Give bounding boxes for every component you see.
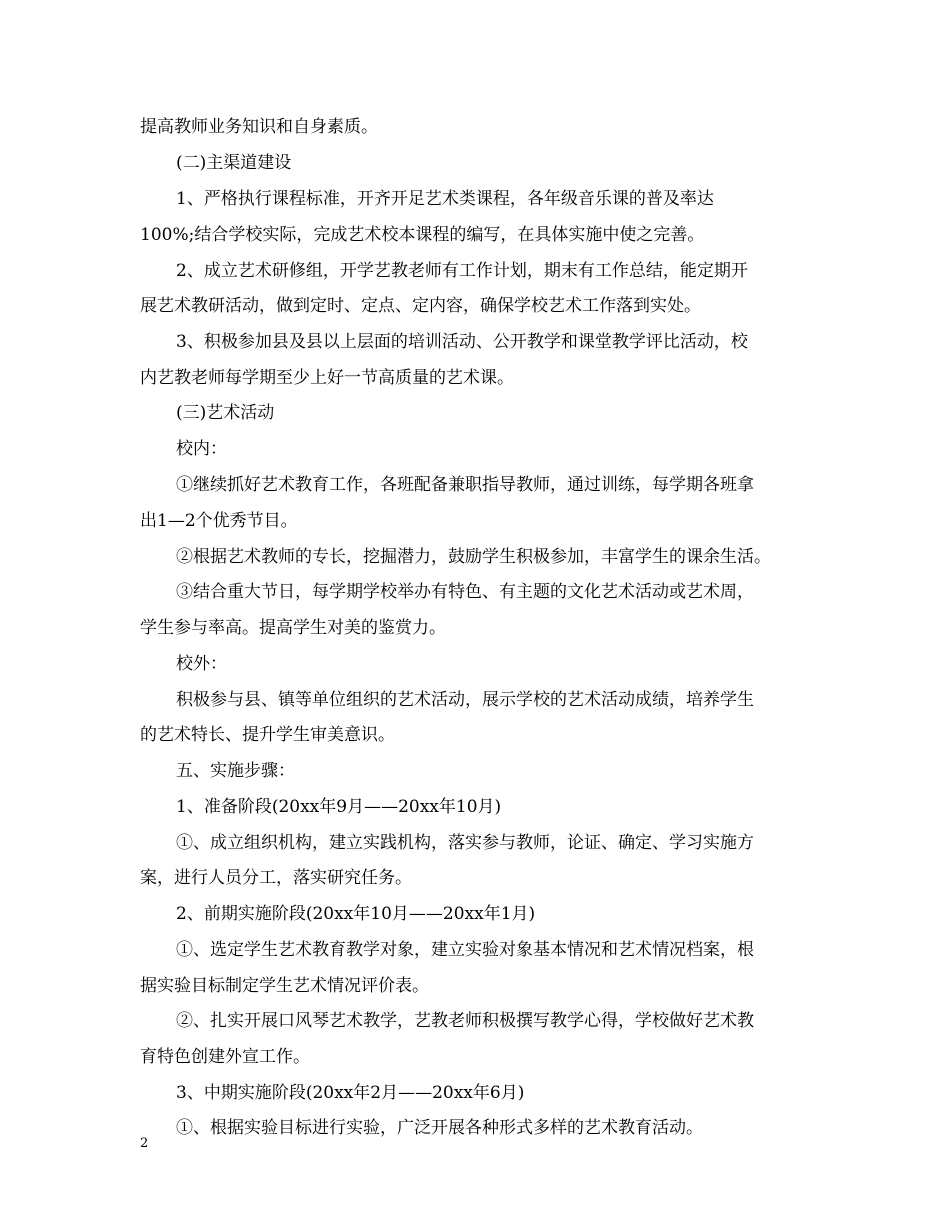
paragraph-line: 积极参与县、镇等单位组织的艺术活动，展示学校的艺术活动成绩，培养学生 — [176, 690, 754, 710]
step-heading: 2、前期实施阶段(20xx年10月——20xx年1月) — [176, 904, 536, 924]
step-heading: 1、准备阶段(20xx年9月——20xx年10月) — [176, 797, 502, 817]
paragraph-line: 案，进行人员分工，落实研究任务。 — [140, 868, 412, 888]
paragraph-line: ③结合重大节日，每学期学校举办有特色、有主题的文化艺术活动或艺术周， — [176, 582, 754, 602]
subheading: 校外： — [176, 654, 227, 674]
paragraph-line: 展艺术教研活动，做到定时、定点、定内容，确保学校艺术工作落到实处。 — [140, 296, 701, 316]
paragraph-line: 1、严格执行课程标准，开齐开足艺术类课程，各年级音乐课的普及率达 — [176, 189, 714, 209]
section-heading: (三)艺术活动 — [176, 403, 275, 423]
paragraph-line: 出1—2个优秀节目。 — [140, 511, 298, 531]
page-number: 2 — [140, 1136, 149, 1151]
paragraph-line: 提高教师业务知识和自身素质。 — [140, 117, 378, 137]
paragraph-line: 据实验目标制定学生艺术情况评价表。 — [140, 976, 429, 996]
paragraph-line: ②根据艺术教师的专长，挖掘潜力，鼓励学生积极参加，丰富学生的课余生活。 — [176, 547, 771, 567]
paragraph-line: 2、成立艺术研修组，开学艺教老师有工作计划，期末有工作总结，能定期开 — [176, 261, 748, 281]
section-heading: (二)主渠道建设 — [176, 153, 292, 173]
paragraph-line: ①继续抓好艺术教育工作，各班配备兼职指导教师，通过训练，每学期各班拿 — [176, 475, 754, 495]
subheading: 校内： — [176, 439, 227, 459]
paragraph-line: ①、选定学生艺术教育教学对象，建立实验对象基本情况和艺术情况档案，根 — [176, 940, 754, 960]
paragraph-line: ①、根据实验目标进行实验，广泛开展各种形式多样的艺术教育活动。 — [176, 1118, 703, 1138]
paragraph-line: 3、积极参加县及县以上层面的培训活动、公开教学和课堂教学评比活动，校 — [176, 332, 748, 352]
paragraph-line: 育特色创建外宣工作。 — [140, 1047, 310, 1067]
paragraph-line: 100%;结合学校实际，完成艺术校本课程的编写，在具体实施中使之完善。 — [140, 225, 705, 245]
paragraph-line: ②、扎实开展口风琴艺术教学，艺教老师积极撰写教学心得，学校做好艺术教 — [176, 1011, 754, 1031]
paragraph-line: 内艺教老师每学期至少上好一节高质量的艺术课。 — [140, 368, 514, 388]
paragraph-line: ①、成立组织机构，建立实践机构，落实参与教师，论证、确定、学习实施方 — [176, 833, 754, 853]
step-heading: 3、中期实施阶段(20xx年2月——20xx年6月) — [176, 1083, 525, 1103]
section-heading: 五、实施步骤： — [176, 761, 295, 781]
paragraph-line: 的艺术特长、提升学生审美意识。 — [140, 725, 395, 745]
paragraph-line: 学生参与率高。提高学生对美的鉴赏力。 — [140, 618, 446, 638]
